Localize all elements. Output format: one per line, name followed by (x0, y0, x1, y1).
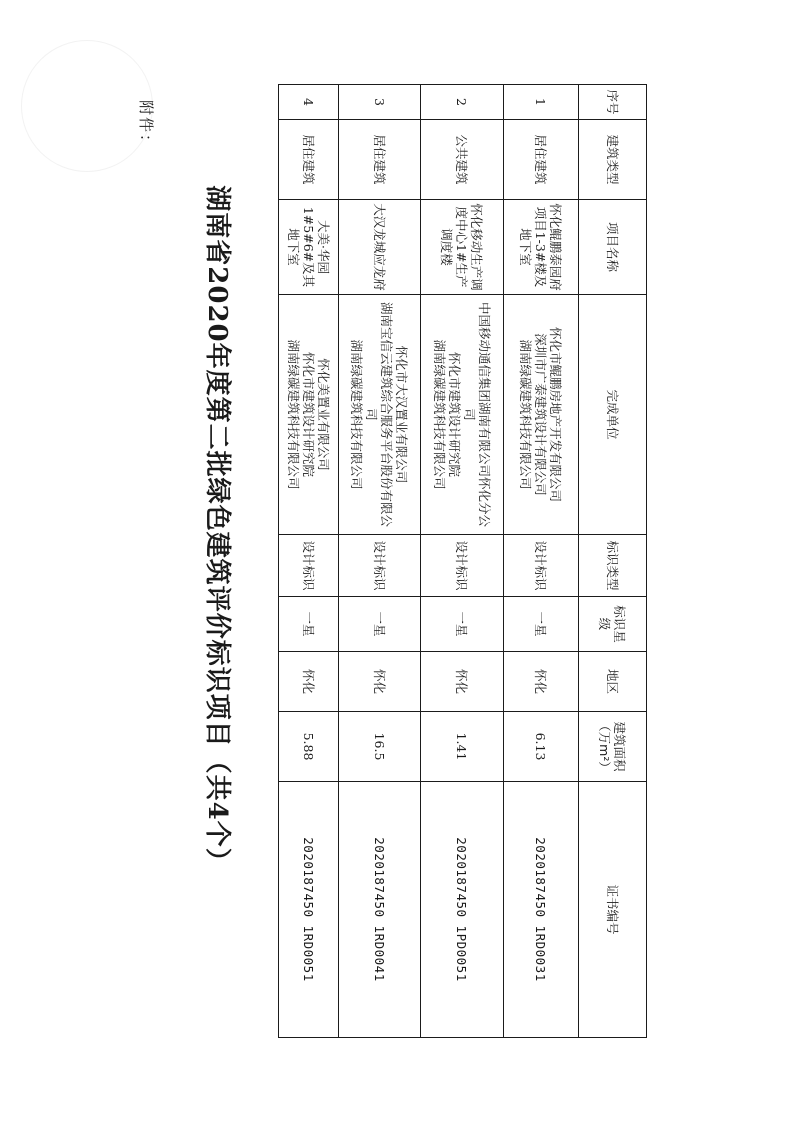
header-no: 序号 (579, 85, 647, 120)
attachment-label: 附件： (137, 100, 155, 152)
header-area: 建筑面积（万m²） (579, 712, 647, 782)
document-title: 湖南省2020年度第二批绿色建筑评价标识项目（共4个） (202, 185, 232, 875)
table-header-row (579, 85, 647, 1038)
cell-building-type: 居住建筑 (279, 120, 339, 200)
cell-project-name: 大美·华园1#5#6#及其地下室 (279, 200, 339, 295)
header-building-type: 建筑类型 (579, 120, 647, 200)
cell-star: 一星 (279, 597, 339, 652)
table-row (339, 85, 421, 1038)
cell-project-name: 大汉龙城应龙府 (339, 200, 421, 295)
header-cert: 证书编号 (579, 782, 647, 1038)
cell-star: 一星 (421, 597, 504, 652)
cell-label-type: 设计标识 (339, 535, 421, 597)
cell-area: 5.88 (279, 712, 339, 782)
table-row (504, 85, 579, 1038)
cell-region: 怀化 (279, 652, 339, 712)
cell-cert: 2020187450 1RD0041 (339, 782, 421, 1038)
header-star: 标识星级 (579, 597, 647, 652)
cell-star: 一星 (339, 597, 421, 652)
header-region: 地区 (579, 652, 647, 712)
cell-cert: 2020187450 1PD0051 (421, 782, 504, 1038)
cell-no: 2 (421, 85, 504, 120)
projects-table (278, 84, 647, 1038)
cell-cert: 2020187450 1RD0051 (279, 782, 339, 1038)
cell-no: 1 (504, 85, 579, 120)
table-row (421, 85, 504, 1038)
cell-project-name: 怀化鲲鹏泰园府项目1-3#楼及地下室 (504, 200, 579, 295)
cell-building-type: 公共建筑 (421, 120, 504, 200)
cell-region: 怀化 (421, 652, 504, 712)
header-project-name: 项目名称 (579, 200, 647, 295)
cell-project-name: 怀化移动生产调度中心1#生产调度楼 (421, 200, 504, 295)
faint-seal-mark (21, 40, 153, 172)
cell-no: 4 (279, 85, 339, 120)
cell-label-type: 设计标识 (421, 535, 504, 597)
cell-cert: 2020187450 1RD0031 (504, 782, 579, 1038)
cell-units: 中国移动通信集团湖南有限公司怀化分公司 怀化市建筑设计研究院 湖南绿碳建筑科技有限公司 (421, 295, 504, 535)
cell-building-type: 居住建筑 (339, 120, 421, 200)
header-units: 完成单位 (579, 295, 647, 535)
cell-units: 怀化美置业有限公司 怀化市建筑设计研究院 湖南绿碳建筑科技有限公司 (279, 295, 339, 535)
cell-area: 16.5 (339, 712, 421, 782)
header-label-type: 标识类型 (579, 535, 647, 597)
cell-building-type: 居住建筑 (504, 120, 579, 200)
cell-area: 1.41 (421, 712, 504, 782)
cell-star: 一星 (504, 597, 579, 652)
cell-area: 6.13 (504, 712, 579, 782)
cell-label-type: 设计标识 (504, 535, 579, 597)
cell-no: 3 (339, 85, 421, 120)
cell-region: 怀化 (504, 652, 579, 712)
cell-label-type: 设计标识 (279, 535, 339, 597)
table-row (279, 85, 339, 1038)
cell-units: 怀化市大汉置业有限公司 湖南宝信云建筑综合服务平台股份有限公司 湖南绿碳建筑科技有限公司 (339, 295, 421, 535)
cell-units: 怀化市鲲鹏房地产开发有限公司 深圳市广泰建筑设计有限公司 湖南绿碳建筑科技有限公司 (504, 295, 579, 535)
cell-region: 怀化 (339, 652, 421, 712)
